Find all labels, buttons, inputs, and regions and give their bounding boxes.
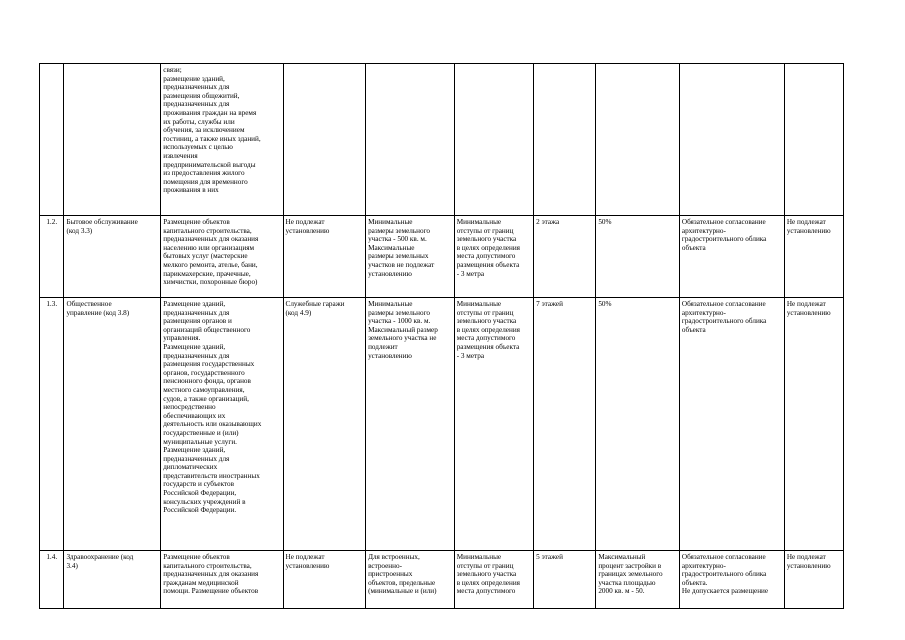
plot-size-cell: Минимальные размеры земельного участка - 500 кв. м. Максимальные размеры земельных участков не подлежат установлению: [366, 216, 455, 298]
table-row: [40, 551, 844, 609]
row-number: 1.4.: [40, 551, 64, 609]
use-description-cell: Размещение объектов капитального строительства, предназначенных для оказания гражданам медицинской помощи. Размещение объектов: [161, 551, 283, 609]
use-type-cell: Здравоохранение (код 3.4): [64, 551, 161, 609]
plot-size-cell: [366, 64, 455, 216]
floors-cell: [534, 64, 596, 216]
floors-cell: 2 этажа: [534, 216, 596, 298]
use-type-cell: [64, 64, 161, 216]
use-description-cell: Размещение зданий, предназначенных для размещения органов и организаций общественного управления. Размещение зданий, предназначенных для размещения государственных органов, государственного пенсионного фонда, органов местного самоуправления, судов, а также организаций, непосредственно обеспечивающих их деятельность или оказывающих государственные и (или) муниципальные услуги. Размещение зданий, предназначенных для дипломатических представительств иностранных государств и субъектов Российской Федерации, консульских учреждений в Российской Федерации.: [161, 298, 283, 551]
auxiliary-use-cell: Служебные гаражи (код 4.9): [283, 298, 366, 551]
table-row: [40, 298, 844, 551]
row-number: 1.2.: [40, 216, 64, 298]
floors-cell: 7 этажей: [534, 298, 596, 551]
conditions-cell: [679, 64, 784, 216]
use-type-cell: Бытовое обслуживание (код 3.3): [64, 216, 161, 298]
table-row: [40, 64, 844, 216]
use-description-cell: связи; размещение зданий, предназначенных для размещения общежитий, предназначенных для проживания граждан на время их работы, службы или обучения, за исключением гостиниц, а также иных зданий, используемых с целью извлечения предпринимательской выгоды из предоставления жилого помещения для временного проживания в них: [161, 64, 283, 216]
auxiliary-use-cell: [283, 64, 366, 216]
coverage-cell: Максимальный процент застройки в границах земельного участка площадью 2000 кв. м - 50.: [596, 551, 680, 609]
table-row: [40, 216, 844, 298]
setbacks-cell: Минимальные отступы от границ земельного участка в целях определения места допустимого: [454, 551, 533, 609]
coverage-cell: 50%: [596, 298, 680, 551]
row-number: [40, 64, 64, 216]
setbacks-cell: Минимальные отступы от границ земельного участка в целях определения места допустимого размещения объекта - 3 метра: [454, 298, 533, 551]
auxiliary-use-cell: Не подлежат установлению: [283, 551, 366, 609]
plot-size-cell: Минимальные размеры земельного участка - 1000 кв. м. Максимальный размер земельного участка не подлежит установлению: [366, 298, 455, 551]
restrictions-cell: Не подлежат установлению: [784, 216, 843, 298]
restrictions-cell: [784, 64, 843, 216]
row-number: 1.3.: [40, 298, 64, 551]
coverage-cell: [596, 64, 680, 216]
conditions-cell: Обязательное согласование архитектурно- градостроительного облика объекта: [679, 298, 784, 551]
floors-cell: 5 этажей: [534, 551, 596, 609]
zoning-regulations-table: [39, 63, 844, 609]
plot-size-cell: Для встроенных, встроенно- пристроенных объектов, предельные (минимальные и (или): [366, 551, 455, 609]
use-type-cell: Общественное управление (код 3.8): [64, 298, 161, 551]
restrictions-cell: Не подлежат установлению: [784, 551, 843, 609]
restrictions-cell: Не подлежат установлению: [784, 298, 843, 551]
conditions-cell: Обязательное согласование архитектурно- градостроительного облика объекта. Не допускается размещение: [679, 551, 784, 609]
conditions-cell: Обязательное согласование архитектурно- градостроительного облика объекта: [679, 216, 784, 298]
setbacks-cell: [454, 64, 533, 216]
coverage-cell: 50%: [596, 216, 680, 298]
use-description-cell: Размещение объектов капитального строительства, предназначенных для оказания населению или организациям бытовых услуг (мастерские мелкого ремонта, ателье, бани, парикмахерские, прачечные, химчистки, похоронные бюро): [161, 216, 283, 298]
setbacks-cell: Минимальные отступы от границ земельного участка в целях определения места допустимого размещения объекта - 3 метра: [454, 216, 533, 298]
auxiliary-use-cell: Не подлежат установлению: [283, 216, 366, 298]
